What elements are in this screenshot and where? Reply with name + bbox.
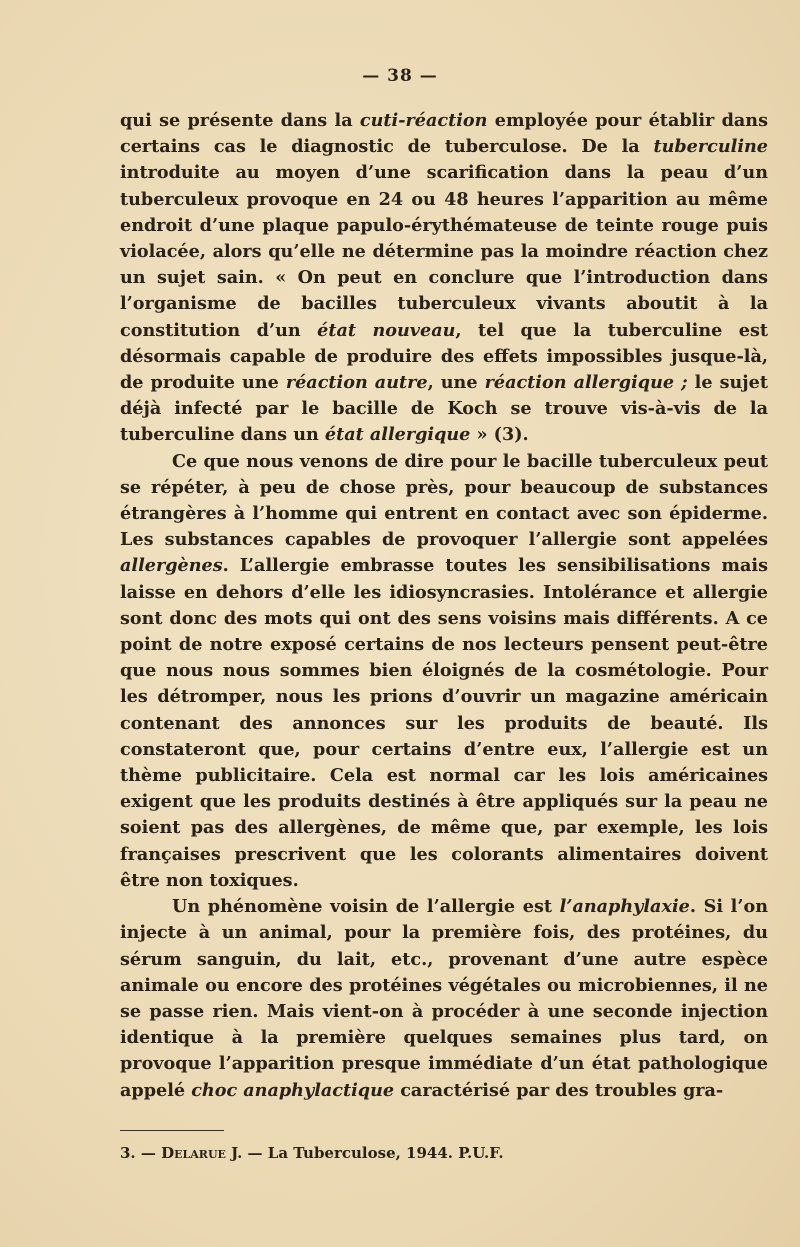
text-run: » (3). — [470, 424, 529, 446]
italic-term: état allergique — [324, 424, 471, 446]
footnote — [120, 1144, 768, 1162]
footnote-reference: — La Tuberculose, 1944. P.U.F. — [247, 1144, 504, 1162]
italic-term: choc anaphylactique — [191, 1079, 395, 1101]
footnote-initial: J. — [231, 1144, 243, 1162]
text-run: le sujet déjà infecté par le bacille de Koch se trouve vis-à-vis de la tuberculine dans un — [120, 372, 768, 446]
paragraph — [120, 894, 768, 1104]
italic-term: état nouveau — [317, 319, 456, 341]
italic-term: allergènes — [120, 555, 223, 577]
text-run: employée pour établir dans certains cas le diagnostic de tuberculose. De la — [120, 110, 768, 158]
italic-term: l’anaphylaxie — [559, 896, 690, 918]
text-run: . L’allergie embrasse toutes les sensibilisations mais laisse en dehors d’elle les idiosyncrasies. Intolérance et allergie sont donc des mots qui ont des sens voisins mais différents. A ce point de notre exposé certains de nos lecteurs pensent peut-être que nous nous sommes bien éloignés de la cosmétologie. Pour les détromper, nous les prions d’ouvrir un magazine américain contenant des annonces sur les produits de beauté. Ils constateront que, pour certains d’entre eux, l’allergie est un thème publicitaire. Cela est normal car les lois américaines exigent que les produits destinés à être appliqués sur la peau ne soient pas des allergènes, de même que, par exemple, les lois françaises prescrivent que les colorants alimentaires doivent être non toxiques. — [120, 555, 768, 891]
italic-term: réaction allergique ; — [484, 372, 688, 394]
body-text — [120, 108, 768, 1104]
footnote-dash: — — [140, 1144, 156, 1162]
paragraph — [120, 449, 768, 894]
text-run: , tel que la tuberculine est désormais capable de produire des effets impossibles jusque-là, de produite une — [120, 319, 768, 394]
paragraph — [120, 108, 768, 449]
italic-term: tuberculine — [653, 136, 768, 158]
footnote-number: 3. — [120, 1144, 136, 1162]
italic-term: réaction autre — [285, 372, 428, 394]
text-run: . Si l’on injecte à un animal, pour la première fois, des protéines, du sérum sanguin, du lait, etc., provenant d’une autre espèce animale ou encore des protéines végétales ou microbiennes, il ne se passe rien. Mais vient-on à procéder à une seconde injection identique à la première quelques semaines plus tard, on provoque l’apparition presque immédiate d’un état pathologique appelé — [120, 896, 768, 1101]
text-run: Un phénomène voisin de l’allergie est — [172, 896, 560, 918]
page-number: — 38 — — [362, 66, 438, 86]
text-run: caractérisé par des troubles gra- — [394, 1079, 724, 1101]
text-run: introduite au moyen d’une scarification dans la peau d’un tuberculeux provoque en 24 ou 48 heures l’apparition au même endroit d’une plaque papulo-érythémateuse de teinte rouge puis violacée, alors qu’elle ne détermine pas la moindre réaction chez un sujet sain. « On peut en conclure que l’introduction dans l’organisme de bacilles tuberculeux vivants aboutit à la constitution d’un — [120, 162, 768, 341]
footnote-rule — [120, 1130, 224, 1131]
italic-term: cuti-réaction — [359, 110, 488, 131]
text-run: , une — [427, 372, 485, 394]
footnote-author: Delarue — [161, 1144, 226, 1162]
text-run: Ce que nous venons de dire pour le bacille tuberculeux peut se répéter, à peu de chose près, pour beaucoup de substances étrangères à l’homme qui entrent en contact avec son épiderme. Les substances capables de provoquer l’allergie sont appelées — [120, 450, 768, 551]
text-run: qui se présente dans la — [120, 110, 360, 131]
